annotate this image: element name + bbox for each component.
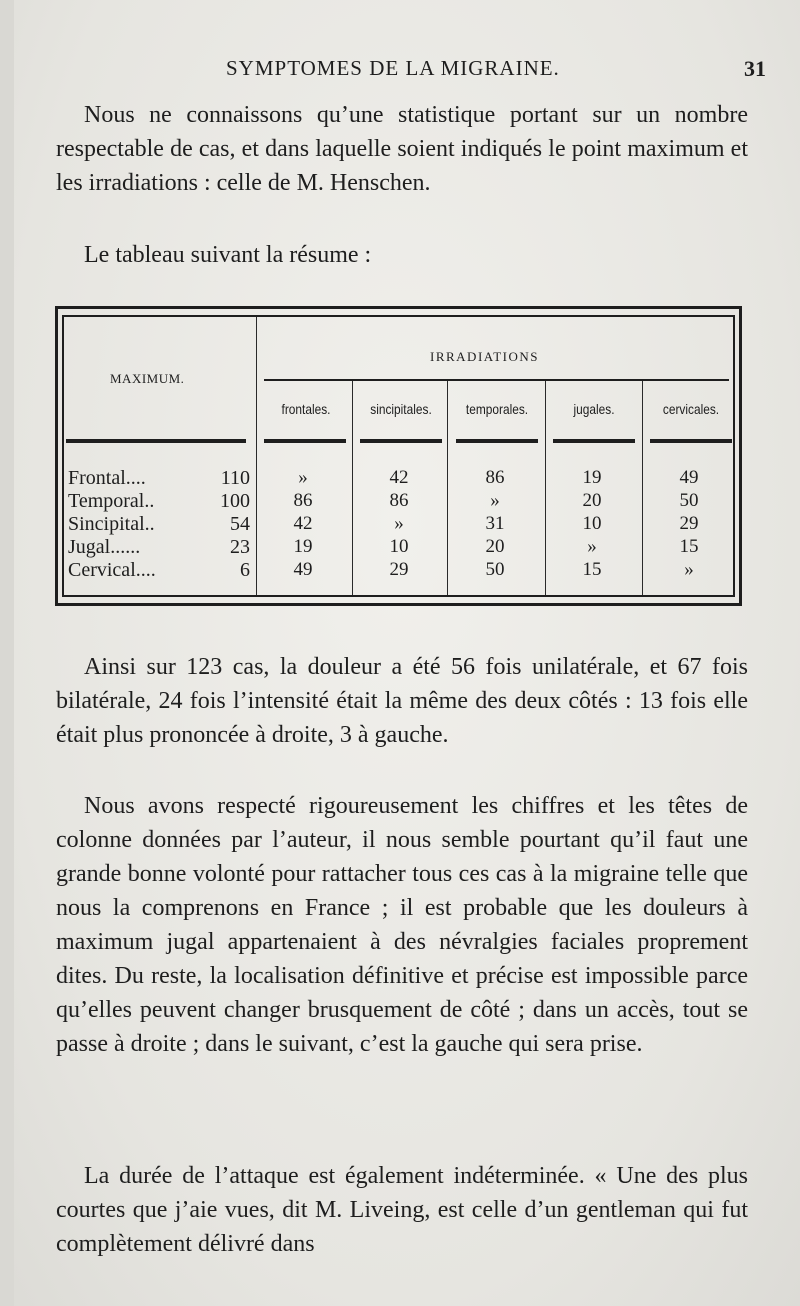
table-cell: 50 [679,490,699,511]
table-cell: 50 [485,559,505,580]
paragraph-5: La durée de l’attaque est également indéterminée. « Une des plus courtes que j’aie vues, dit M. Liveing, est celle d’un gentleman qui fut complètement délivré dans [56,1163,748,1257]
paragraph-1: Nous ne connaissons qu’une statistique portant sur un nombre respectable de cas, et dans laquelle soient indiqués le point maximum et les irradiations : celle de M. Henschen. [56,102,748,196]
column-header: jugales. [573,401,615,417]
table-cell: 86 [485,467,505,488]
irradiations-header: IRRADIATIONS [430,349,539,364]
row-label: Sincipital.. [68,513,155,535]
row-label: Temporal.. [68,490,155,512]
maximum-header: MAXIMUM. [110,371,185,386]
page-edge [0,0,14,1306]
table-cell: 19 [293,536,313,557]
table-cell: 20 [485,536,505,557]
column-header: sincipitales. [370,401,432,417]
table-cell: » [394,513,404,534]
column-divider [545,379,546,595]
table-cell: 20 [582,490,602,511]
column-header: temporales. [465,401,529,417]
paragraph-4: Nous avons respecté rigoureusement les chiffres et les têtes de colonne données par l’auteur, il nous semble pourtant qu’il faut une grande bonne volonté pour rattacher tous ces cas à la migraine telle que nous la comprenons en France ; il est probable que les douleurs à maximum jugal appartenaient à des névralgies faciales proprement dites. Du reste, la localisation définitive et précise est impossible parce qu’elles peuvent changer brusquement de côté ; dans un accès, tout se passe à droite ; dans le suivant, c’est la gauche qui sera prise. [56,793,748,1057]
table-cell: 86 [389,490,409,511]
column-divider [352,379,353,595]
table-cell: 15 [582,559,602,580]
running-head [56,56,766,86]
row-total: 54 [230,513,250,535]
row-label: Frontal.... [68,467,146,489]
column-divider [447,379,448,595]
paragraph-2: Le tableau suivant la résume : [84,242,372,268]
irradiations-rule [264,379,729,381]
table-cell: 49 [293,559,313,580]
table-cell: » [490,490,500,511]
row-total: 23 [230,536,250,558]
table-cell: 42 [389,467,409,488]
table-cell: 86 [293,490,313,511]
column-header: cervicales. [662,401,720,417]
table-cell: 31 [485,513,505,534]
table-cell: 42 [293,513,313,534]
table-cell: » [684,559,694,580]
table-cell: » [298,467,308,488]
table-cell: 10 [389,536,409,557]
page-number: 31 [744,56,766,81]
row-label: Cervical.... [68,559,156,581]
table-cell: 15 [679,536,699,557]
row-total: 100 [220,490,250,512]
table-cell: 10 [582,513,602,534]
table-cell: » [587,536,597,557]
table-cell: 29 [679,513,699,534]
column-divider [256,317,257,595]
henschen-table [55,306,742,606]
row-total: 6 [240,559,250,581]
table-cell: 19 [582,467,602,488]
row-label: Jugal...... [68,536,141,558]
paragraph-3: Ainsi sur 123 cas, la douleur a été 56 fois unilatérale, et 67 fois bilatérale, 24 fois l’intensité était la même des deux côtés : 13 fois elle était plus prononcée à droite, 3 à gauche. [56,654,748,748]
table-cell: 49 [679,467,699,488]
table-cell: 29 [389,559,409,580]
row-total: 110 [220,467,250,489]
column-header: frontales. [281,401,331,417]
running-head-title: SYMPTOMES DE LA MIGRAINE. [226,56,560,80]
column-divider [642,379,643,595]
